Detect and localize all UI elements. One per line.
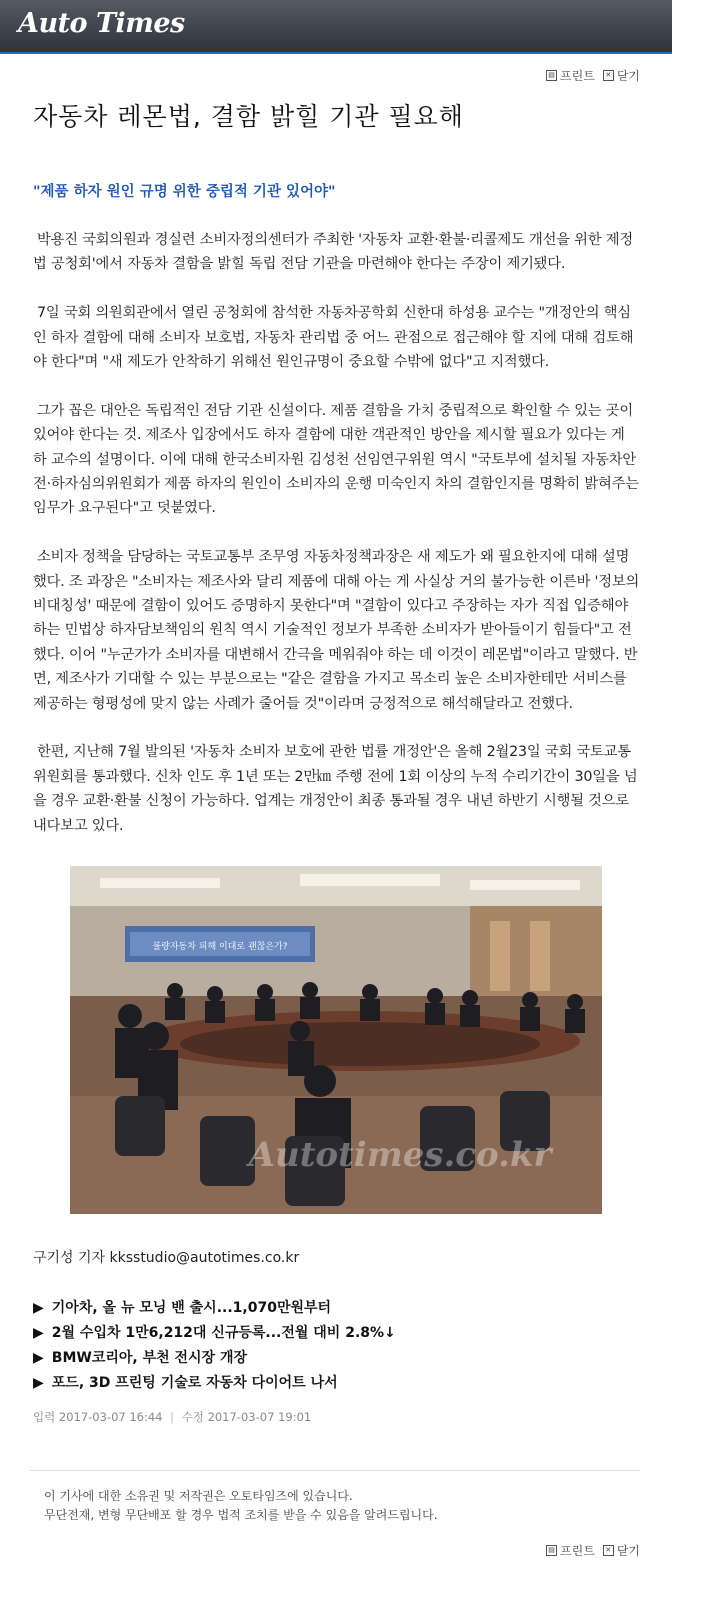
print-icon: ▤ (546, 70, 557, 81)
print-label: 프린트 (560, 1543, 595, 1558)
related-article-link[interactable]: ▶ 2월 수입차 1만6,212대 신규등록...전월 대비 2.8%↓ (33, 1321, 396, 1346)
related-articles (33, 1296, 396, 1396)
article-paragraph: 7일 국회 의원회관에서 열린 공청회에 참석한 자동차공학회 신한대 하성용 교수는 "개정안의 핵심인 하자 결함에 대해 소비자 보호법, 자동차 관리법 중 어느 관점으로 접근해야 할 지에 대해 검토해야 한다"며 "새 제도가 안착하기 위해선 원인규명이 중요할 수밖에 없다"고 지적했다. (33, 305, 634, 371)
print-label: 프린트 (560, 68, 595, 83)
bottom-toolbar (546, 1541, 640, 1559)
article-dates (33, 1409, 311, 1425)
site-logo[interactable]: Auto Times (18, 8, 185, 39)
close-label: 닫기 (616, 68, 640, 83)
top-toolbar (546, 66, 640, 84)
print-button[interactable] (546, 1541, 595, 1559)
arrow-right-icon: ▶ (33, 1300, 44, 1316)
article-paragraph: 한편, 지난해 7월 발의된 '자동차 소비자 보호에 관한 법률 개정안'은 올해 2월23일 국회 국토교통위원회를 통과했다. 신차 인도 후 1년 또는 2만㎞ 주행 전에 1회 이상의 누적 수리기간이 30일을 넘을 경우 교환·환불 신청이 가능하다. 업계는 개정안이 최종 통과될 경우 내년 하반기 시행될 것으로 내다보고 있다. (33, 744, 638, 834)
arrow-right-icon: ▶ (33, 1350, 44, 1366)
article-body (33, 228, 640, 862)
site-header (0, 0, 672, 52)
date-separator: | (170, 1410, 175, 1424)
conference-room-illustration (70, 866, 602, 1214)
close-icon: ✕ (603, 1545, 614, 1556)
copyright-line: 이 기사에 대한 소유권 및 저작권은 오토타임즈에 있습니다. (44, 1489, 353, 1503)
modified-date: 수정 2017-03-07 19:01 (181, 1410, 312, 1424)
related-article-link[interactable]: ▶ 기아차, 올 뉴 모닝 밴 출시...1,070만원부터 (33, 1296, 396, 1321)
article-byline: 구기성 기자 kksstudio@autotimes.co.kr (33, 1250, 300, 1266)
photo-watermark: Autotimes.co.kr (248, 1135, 552, 1175)
related-article-link[interactable]: ▶ BMW코리아, 부천 전시장 개장 (33, 1346, 396, 1371)
print-icon: ▤ (546, 1545, 557, 1556)
article-title: 자동차 레몬법, 결함 밝힐 기관 필요해 (33, 102, 464, 131)
input-date: 입력 2017-03-07 16:44 (33, 1410, 163, 1424)
close-label: 닫기 (616, 1543, 640, 1558)
banner-text: 불량자동차 피해 이대로 괜찮은가? (152, 942, 288, 952)
header-divider (0, 52, 672, 54)
article-paragraph: 그가 꼽은 대안은 독립적인 전담 기관 신설이다. 제품 결함을 가치 중립적으로 확인할 수 있는 곳이 있어야 한다는 것. 제조사 입장에서도 하자 결함에 대한 객관적인 방안을 제시할 필요가 있다는 게 하 교수의 설명이다. 이에 대해 한국소비자원 김성천 선임연구위원 역시 "국토부에 설치될 자동차안전·하자심의위원회가 제품 하자의 원인이 소비자의 운행 미숙인지 차의 결함인지를 명확히 밝혀주는 임무가 요구된다"고 덧붙였다. (33, 402, 639, 517)
copyright-line: 무단전재, 변형 무단배포 할 경우 법적 조치를 받을 수 있음을 알려드립니다. (44, 1508, 438, 1522)
close-button[interactable] (603, 1541, 640, 1559)
article-paragraph: 소비자 정책을 담당하는 국토교통부 조무영 자동차정책과장은 새 제도가 왜 필요한지에 대해 설명했다. 조 과장은 "소비자는 제조사와 달리 제품에 대해 아는 게 사실상 거의 불가능한 이른바 '정보의 비대칭성' 때문에 결함이 있어도 증명하지 못한다"며 "결함이 있다고 주장하는 자가 직접 입증해야 하는 민법상 하자담보책임의 원칙 역시 기술적인 정보가 부족한 소비자가 받아들이기 힘들다"고 전했다. 이어 "누군가가 소비자를 대변해서 간극을 메워줘야 하는 데 이것이 레몬법"이라고 말했다. 반면, 제조사가 기대할 수 있는 부분으로는 "같은 결함을 가지고 목소리 높은 소비자한테만 서비스를 제공하는 형평성에 맞지 않는 사례가 줄어들 것"이라며 긍정적으로 해석해달라고 전했다. (33, 549, 640, 712)
print-button[interactable] (546, 66, 595, 84)
related-article-link[interactable]: ▶ 포드, 3D 프린팅 기술로 자동차 다이어트 나서 (33, 1371, 396, 1396)
copyright-notice (30, 1470, 640, 1525)
article-paragraph: 박용진 국회의원과 경실련 소비자정의센터가 주최한 '자동차 교환·환불·리콜제도 개선을 위한 제정법 공청회'에서 자동차 결함을 밝힐 독립 전담 기관을 마련해야 한다는 주장이 제기됐다. (33, 232, 633, 273)
article-subtitle: "제품 하자 원인 규명 위한 중립적 기관 있어야" (33, 184, 336, 200)
close-icon: ✕ (603, 70, 614, 81)
arrow-right-icon: ▶ (33, 1375, 44, 1391)
close-button[interactable] (603, 66, 640, 84)
article-photo (70, 866, 602, 1214)
arrow-right-icon: ▶ (33, 1325, 44, 1341)
